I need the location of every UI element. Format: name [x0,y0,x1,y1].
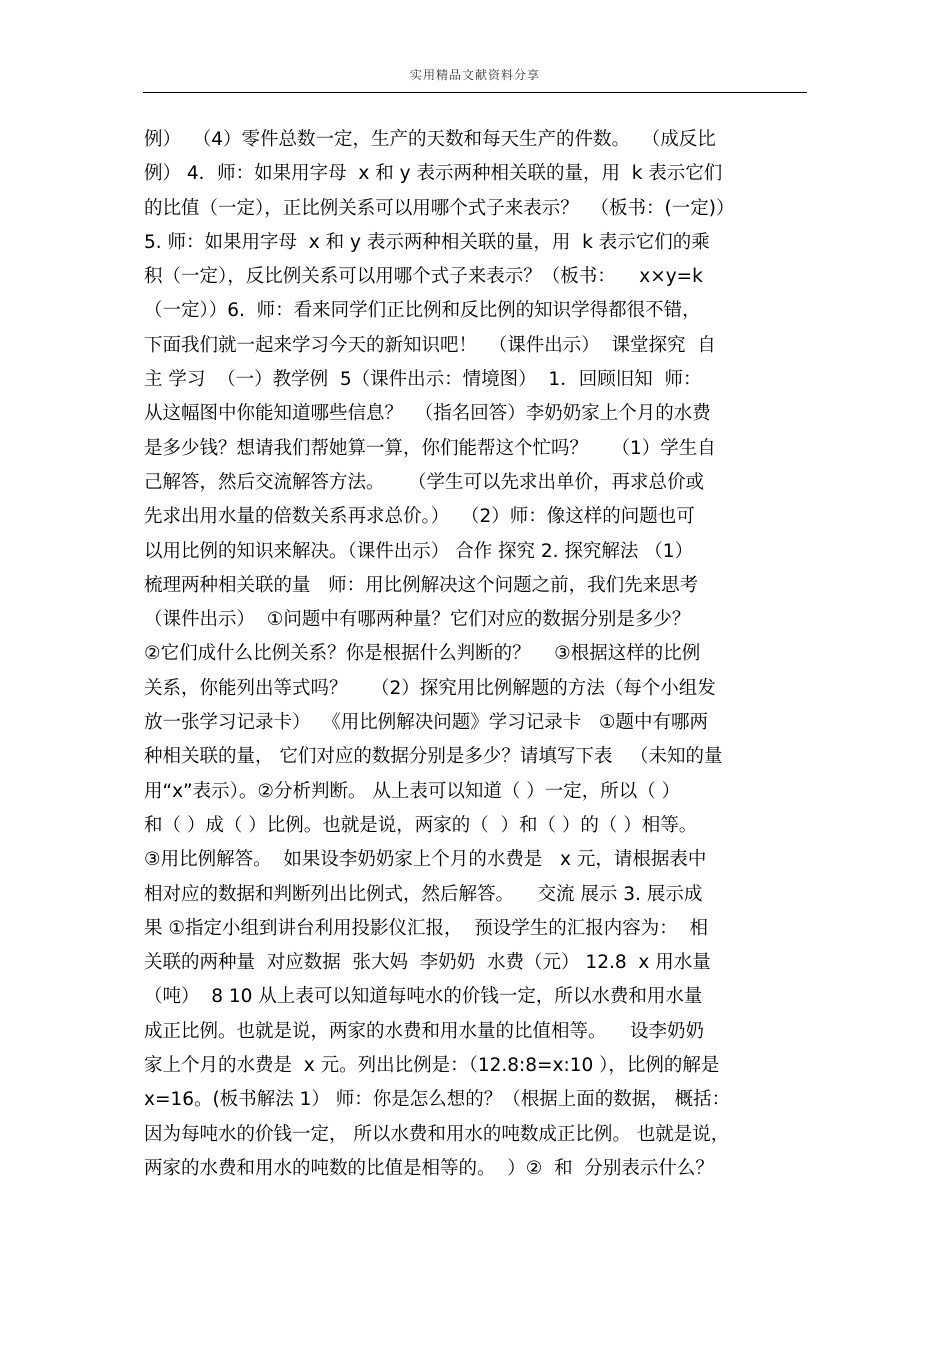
text-line: 关系，你能列出等式吗？ （2）探究用比例解题的方法（每个小组发 [144,677,716,699]
text-line: 以用比例的知识来解决。（课件出示） 合作 探究 2. 探究解法 （1） [144,540,694,562]
text-line: ③用比例解答。 如果设李奶奶家上个月的水费是 x 元，请根据表中 [144,849,707,871]
text-line: 主 学习 （一）教学例 5（课件出示：情境图） 1．回顾旧知 师： [144,369,702,391]
text-line: 梳理两种相关联的量 师：用比例解决这个问题之前，我们先来思考 [144,574,699,596]
text-line: 己解答，然后交流解答方法。 （学生可以先求出单价，再求总价或 [144,471,705,493]
text-line: 种相关联的量， 它们对应的数据分别是多少？请填写下表 （未知的量 [144,746,723,768]
text-line: 5. 师：如果用字母 x 和 y 表示两种相关联的量，用 k 表示它们的乘 [144,231,710,253]
text-line: x=16。(板书解法 1） 师：你是怎么想的？（根据上面的数据， 概括： [144,1089,731,1111]
text-line: 相对应的数据和判断列出比例式，然后解答。 交流 展示 3. 展示成 [144,883,703,905]
text-line: 例） （4）零件总数一定，生产的天数和每天生产的件数。 （成反比 [144,129,716,150]
text-line: 从这幅图中你能知道哪些信息？ （指名回答）李奶奶家上个月的水费 [144,403,711,425]
header-divider [143,92,807,93]
text-line: 果 ①指定小组到讲台利用投影仪汇报， 预设学生的汇报内容为： 相 [144,917,708,939]
text-line: （吨） 8 10 从上表可以知道每吨水的价钱一定，所以水费和用水量 [144,986,703,1008]
text-line: 关联的两种量 对应数据 张大妈 李奶奶 水费（元） 12.8 x 用水量 [144,952,711,974]
text-line: 的比值（一定），正比例关系可以用哪个式子来表示？ （板书：(一定)） [144,197,735,219]
text-line: 成正比例。也就是说，两家的水费和用水量的比值相等。 设李奶奶 [144,1020,705,1042]
text-line: 家上个月的水费是 x 元。列出比例是：（12.8:8=x:10 ），比例的解是 [144,1055,720,1077]
document-body [144,123,808,1186]
text-line: （一定））6. 师：看来同学们正比例和反比例的知识学得都很不错， [144,300,701,322]
text-line: 和（ ）成（ ）比例。也就是说，两家的（ ）和（ ）的（ ）相等。 [144,814,698,836]
text-line: 因为每吨水的价钱一定， 所以水费和用水的吨数成正比例。 也就是说， [144,1123,730,1145]
text-line: （课件出示） ①问题中有哪两种量？它们对应的数据分别是多少？ [144,609,691,631]
text-line: 下面我们就一起来学习今天的新知识吧！ （课件出示） 课堂探究 自 [144,334,716,356]
text-line: 积（一定），反比例关系可以用哪个式子来表示？（板书： x×y=k [144,266,703,288]
text-line: 先求出用水量的倍数关系再求总价。） （2）师：像这样的问题也可 [144,506,695,528]
text-line: 例） 4．师：如果用字母 x 和 y 表示两种相关联的量，用 k 表示它们 [144,163,723,185]
text-line: 两家的水费和用水的吨数的比值是相等的。 ）② 和 分别表示什么？ [144,1157,714,1179]
text-line: 用“x”表示）。②分析判断。 从上表可以知道（ ）一定，所以（ ） [144,780,681,802]
page-header: 实用精品文献资料分享 [409,68,540,82]
text-line: ②它们成什么比例关系？你是根据什么判断的？ ③根据这样的比例 [144,643,701,665]
text-line: 放一张学习记录卡） 《用比例解决问题》学习记录卡 ①题中有哪两 [144,712,708,734]
text-line: 是多少钱？想请我们帮她算一算，你们能帮这个忙吗？ （1）学生自 [144,437,716,459]
